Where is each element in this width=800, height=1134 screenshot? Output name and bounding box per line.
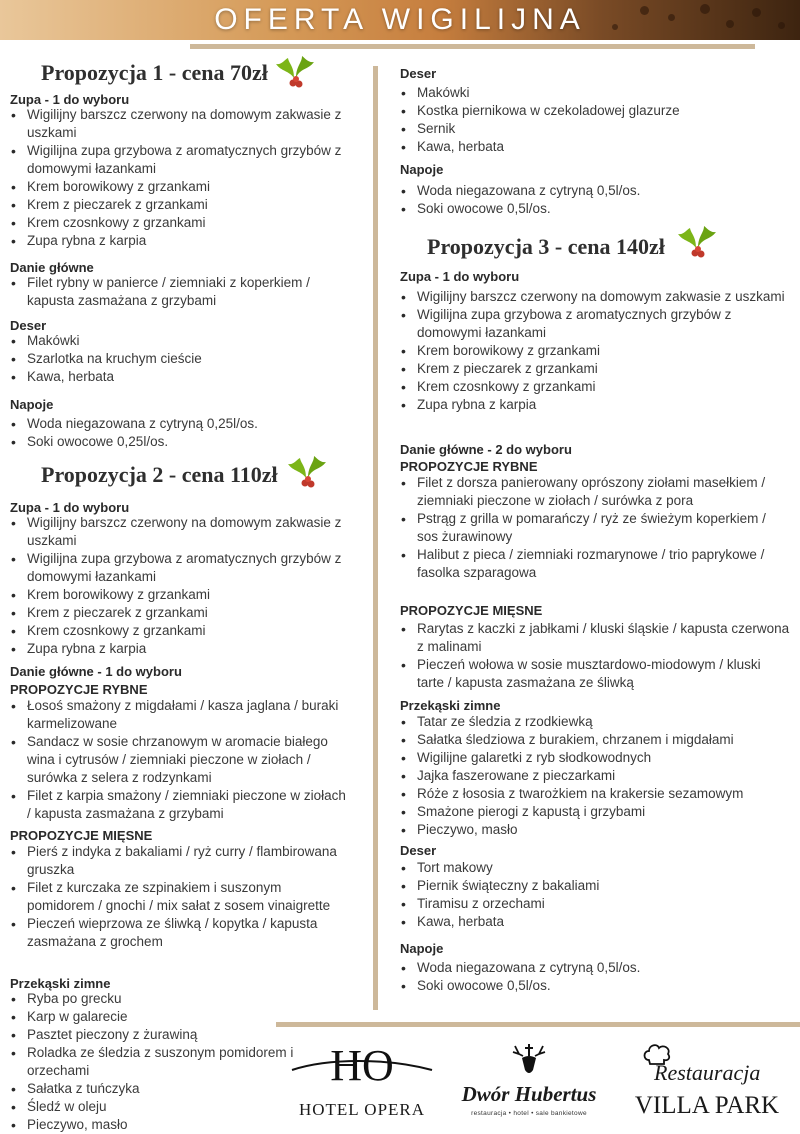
list-item: • Krem czosnkowy z grzankami bbox=[400, 378, 790, 396]
section-header: PROPOZYCJE RYBNE bbox=[10, 682, 148, 697]
section-header: PROPOZYCJE MIĘSNE bbox=[10, 828, 153, 843]
list-item: • Makówki bbox=[400, 84, 790, 102]
list-item: • Kostka piernikowa w czekoladowej glazurze bbox=[400, 102, 790, 120]
section-header: PROPOZYCJE MIĘSNE bbox=[400, 603, 543, 618]
list-item: • Makówki bbox=[10, 332, 350, 350]
list-item: • Sałatka z tuńczyka bbox=[10, 1080, 350, 1098]
list-item: • Krem czosnkowy z grzankami bbox=[10, 622, 350, 640]
column-divider bbox=[373, 66, 378, 1010]
list-item: • Krem borowikowy z grzankami bbox=[10, 586, 350, 604]
section-header: PROPOZYCJE RYBNE bbox=[400, 459, 538, 474]
list-item: • Tiramisu z orzechami bbox=[400, 895, 790, 913]
list-item: • Wigilijne galaretki z ryb słodkowodnych bbox=[400, 749, 790, 767]
list-item: • Woda niegazowana z cytryną 0,5l/os. bbox=[400, 959, 790, 977]
soup-list bbox=[400, 288, 790, 414]
list-item: • Wigilijna zupa grzybowa z aromatycznych grzybów z domowymi łazankami bbox=[10, 550, 350, 586]
meat-dishes-list bbox=[10, 843, 350, 951]
dessert-list bbox=[400, 859, 790, 931]
list-item: • Krem borowikowy z grzankami bbox=[400, 342, 790, 360]
soup-list bbox=[10, 106, 350, 250]
offer-1-title: Propozycja 1 - cena 70zł bbox=[41, 60, 268, 85]
list-item: • Pstrąg z grilla w pomarańczy / ryż ze świeżym koperkiem / sos żurawinowy bbox=[400, 510, 790, 546]
list-item: • Wigilijny barszcz czerwony na domowym zakwasie z uszkami bbox=[400, 288, 790, 306]
offer-2-title: Propozycja 2 - cena 110zł bbox=[41, 462, 278, 487]
list-item: • Pieczywo, masło bbox=[400, 821, 790, 839]
list-item: • Krem czosnkowy z grzankami bbox=[10, 214, 350, 232]
dwor-hubertus-name: Dwór Hubertus bbox=[461, 1082, 597, 1106]
list-item: • Sałatka śledziowa z burakiem, chrzanem i migdałami bbox=[400, 731, 790, 749]
list-item: • Zupa rybna z karpia bbox=[400, 396, 790, 414]
list-item: • Tatar ze śledzia z rzodkiewką bbox=[400, 713, 790, 731]
list-item: • Piernik świąteczny z bakaliami bbox=[400, 877, 790, 895]
dessert-list bbox=[400, 84, 790, 156]
list-item: • Sernik bbox=[400, 120, 790, 138]
header-divider bbox=[190, 44, 755, 49]
list-item: • Wigilijna zupa grzybowa z aromatycznych grzybów z domowymi łazankami bbox=[10, 142, 350, 178]
section-header: Zupa - 1 do wyboru bbox=[400, 269, 520, 284]
list-item: • Krem z pieczarek z grzankami bbox=[10, 604, 350, 622]
section-header: Zupa - 1 do wyboru bbox=[10, 500, 130, 515]
section-header: Danie główne - 1 do wyboru bbox=[10, 664, 182, 679]
fish-dishes-list bbox=[400, 474, 790, 582]
list-item: • Woda niegazowana z cytryną 0,5l/os. bbox=[400, 182, 790, 200]
list-item: • Filet rybny w panierce / ziemniaki z koperkiem / kapusta zasmażana z grzybami bbox=[10, 274, 350, 310]
list-item: • Soki owocowe 0,5l/os. bbox=[400, 200, 790, 218]
villa-park-script: Restauracja bbox=[654, 1060, 761, 1085]
list-item: • Kawa, herbata bbox=[10, 368, 350, 386]
list-item: • Pieczywo, masło bbox=[10, 1116, 350, 1134]
section-header: Napoje bbox=[400, 941, 444, 956]
list-item: • Kawa, herbata bbox=[400, 913, 790, 931]
footer-divider bbox=[276, 1022, 800, 1027]
holly-icon bbox=[274, 52, 316, 92]
fish-dishes-list bbox=[10, 697, 350, 823]
list-item: • Zupa rybna z karpia bbox=[10, 640, 350, 658]
drinks-list bbox=[400, 182, 790, 218]
holly-icon bbox=[676, 222, 718, 262]
list-item: • Łosoś smażony z migdałami / kasza jaglana / buraki karmelizowane bbox=[10, 697, 350, 733]
section-header: Przekąski zimne bbox=[10, 976, 111, 991]
drinks-list bbox=[10, 415, 350, 451]
drinks-list bbox=[400, 959, 790, 995]
list-item: • Filet z karpia smażony / ziemniaki pieczone w ziołach / kapusta zasmażana z grzybami bbox=[10, 787, 350, 823]
list-item: • Soki owocowe 0,5l/os. bbox=[400, 977, 790, 995]
main-course-list bbox=[10, 274, 350, 310]
list-item: • Sandacz w sosie chrzanowym w aromacie białego wina i cytrusów / ziemniaki pieczone w ziołach / surówka z selera z rodzynkami bbox=[10, 733, 350, 787]
dwor-hubertus-tagline: restauracja • hotel • sale bankietowe bbox=[471, 1110, 587, 1117]
section-header: Przekąski zimne bbox=[400, 698, 501, 713]
cold-starters-list bbox=[400, 713, 790, 839]
list-item: • Kawa, herbata bbox=[400, 138, 790, 156]
list-item: • Wigilijna zupa grzybowa z aromatycznych grzybów z domowymi łazankami bbox=[400, 306, 790, 342]
list-item: • Róże z łososia z twarożkiem na krakersie sezamowym bbox=[400, 785, 790, 803]
meat-dishes-list bbox=[400, 620, 790, 692]
list-item: • Smażone pierogi z kapustą i grzybami bbox=[400, 803, 790, 821]
list-item: • Filet z dorsza panierowany oprószony ziołami masełkiem / ziemniaki pieczone w ziołach / surówka z pora bbox=[400, 474, 790, 510]
section-header: Napoje bbox=[400, 162, 444, 177]
hotel-opera-name: HOTEL OPERA bbox=[298, 1100, 426, 1119]
page-title: OFERTA WIGILIJNA bbox=[214, 3, 586, 36]
holly-icon bbox=[286, 452, 328, 492]
list-item: • Ryba po grecku bbox=[10, 990, 350, 1008]
list-item: • Zupa rybna z karpia bbox=[10, 232, 350, 250]
header-banner bbox=[0, 0, 800, 40]
section-header: Zupa - 1 do wyboru bbox=[10, 92, 130, 107]
hotel-opera-logo bbox=[288, 1040, 436, 1124]
section-header: Napoje bbox=[10, 397, 54, 412]
list-item: • Wigilijny barszcz czerwony na domowym zakwasie z uszkami bbox=[10, 106, 350, 142]
svg-text:HO: HO bbox=[330, 1041, 394, 1090]
soup-list bbox=[10, 514, 350, 658]
section-header: Deser bbox=[10, 318, 47, 333]
list-item: • Wigilijny barszcz czerwony na domowym zakwasie z uszkami bbox=[10, 514, 350, 550]
dessert-list bbox=[10, 332, 350, 386]
list-item: • Roladka ze śledzia z suszonym pomidorem i orzechami bbox=[10, 1044, 350, 1080]
section-header: Danie główne - 2 do wyboru bbox=[400, 442, 572, 457]
list-item: • Pasztet pieczony z żurawiną bbox=[10, 1026, 350, 1044]
hotel-opera-emblem-icon bbox=[288, 1040, 436, 1090]
list-item: • Pieczeń wieprzowa ze śliwką / kopytka / kapusta zasmażana z grochem bbox=[10, 915, 350, 951]
villa-park-logo bbox=[626, 1042, 788, 1126]
list-item: • Śledź w oleju bbox=[10, 1098, 350, 1116]
deer-head-icon bbox=[509, 1042, 549, 1078]
offer-3-title: Propozycja 3 - cena 140zł bbox=[427, 234, 665, 259]
list-item: • Krem z pieczarek z grzankami bbox=[400, 360, 790, 378]
list-item: • Pieczeń wołowa w sosie musztardowo-miodowym / kluski tarte / kapusta zasmażana ze śliwką bbox=[400, 656, 790, 692]
list-item: • Karp w galarecie bbox=[10, 1008, 350, 1026]
dwor-hubertus-logo bbox=[446, 1042, 612, 1126]
list-item: • Filet z kurczaka ze szpinakiem i suszonym pomidorem / gnochi / mix sałat z sosem vinaigrette bbox=[10, 879, 350, 915]
list-item: • Krem borowikowy z grzankami bbox=[10, 178, 350, 196]
section-header: Deser bbox=[400, 66, 437, 81]
list-item: • Halibut z pieca / ziemniaki rozmarynowe / trio paprykowe / fasolka szparagowa bbox=[400, 546, 790, 582]
list-item: • Soki owocowe 0,25l/os. bbox=[10, 433, 350, 451]
list-item: • Krem z pieczarek z grzankami bbox=[10, 196, 350, 214]
list-item: • Pierś z indyka z bakaliami / ryż curry / flambirowana gruszka bbox=[10, 843, 350, 879]
list-item: • Jajka faszerowane z pieczarkami bbox=[400, 767, 790, 785]
list-item: • Tort makowy bbox=[400, 859, 790, 877]
section-header: Danie główne bbox=[10, 260, 94, 275]
list-item: • Rarytas z kaczki z jabłkami / kluski śląskie / kapusta czerwona z malinami bbox=[400, 620, 790, 656]
list-item: • Szarlotka na kruchym cieście bbox=[10, 350, 350, 368]
section-header: Deser bbox=[400, 843, 437, 858]
list-item: • Woda niegazowana z cytryną 0,25l/os. bbox=[10, 415, 350, 433]
villa-park-name: VILLA PARK bbox=[634, 1092, 780, 1119]
